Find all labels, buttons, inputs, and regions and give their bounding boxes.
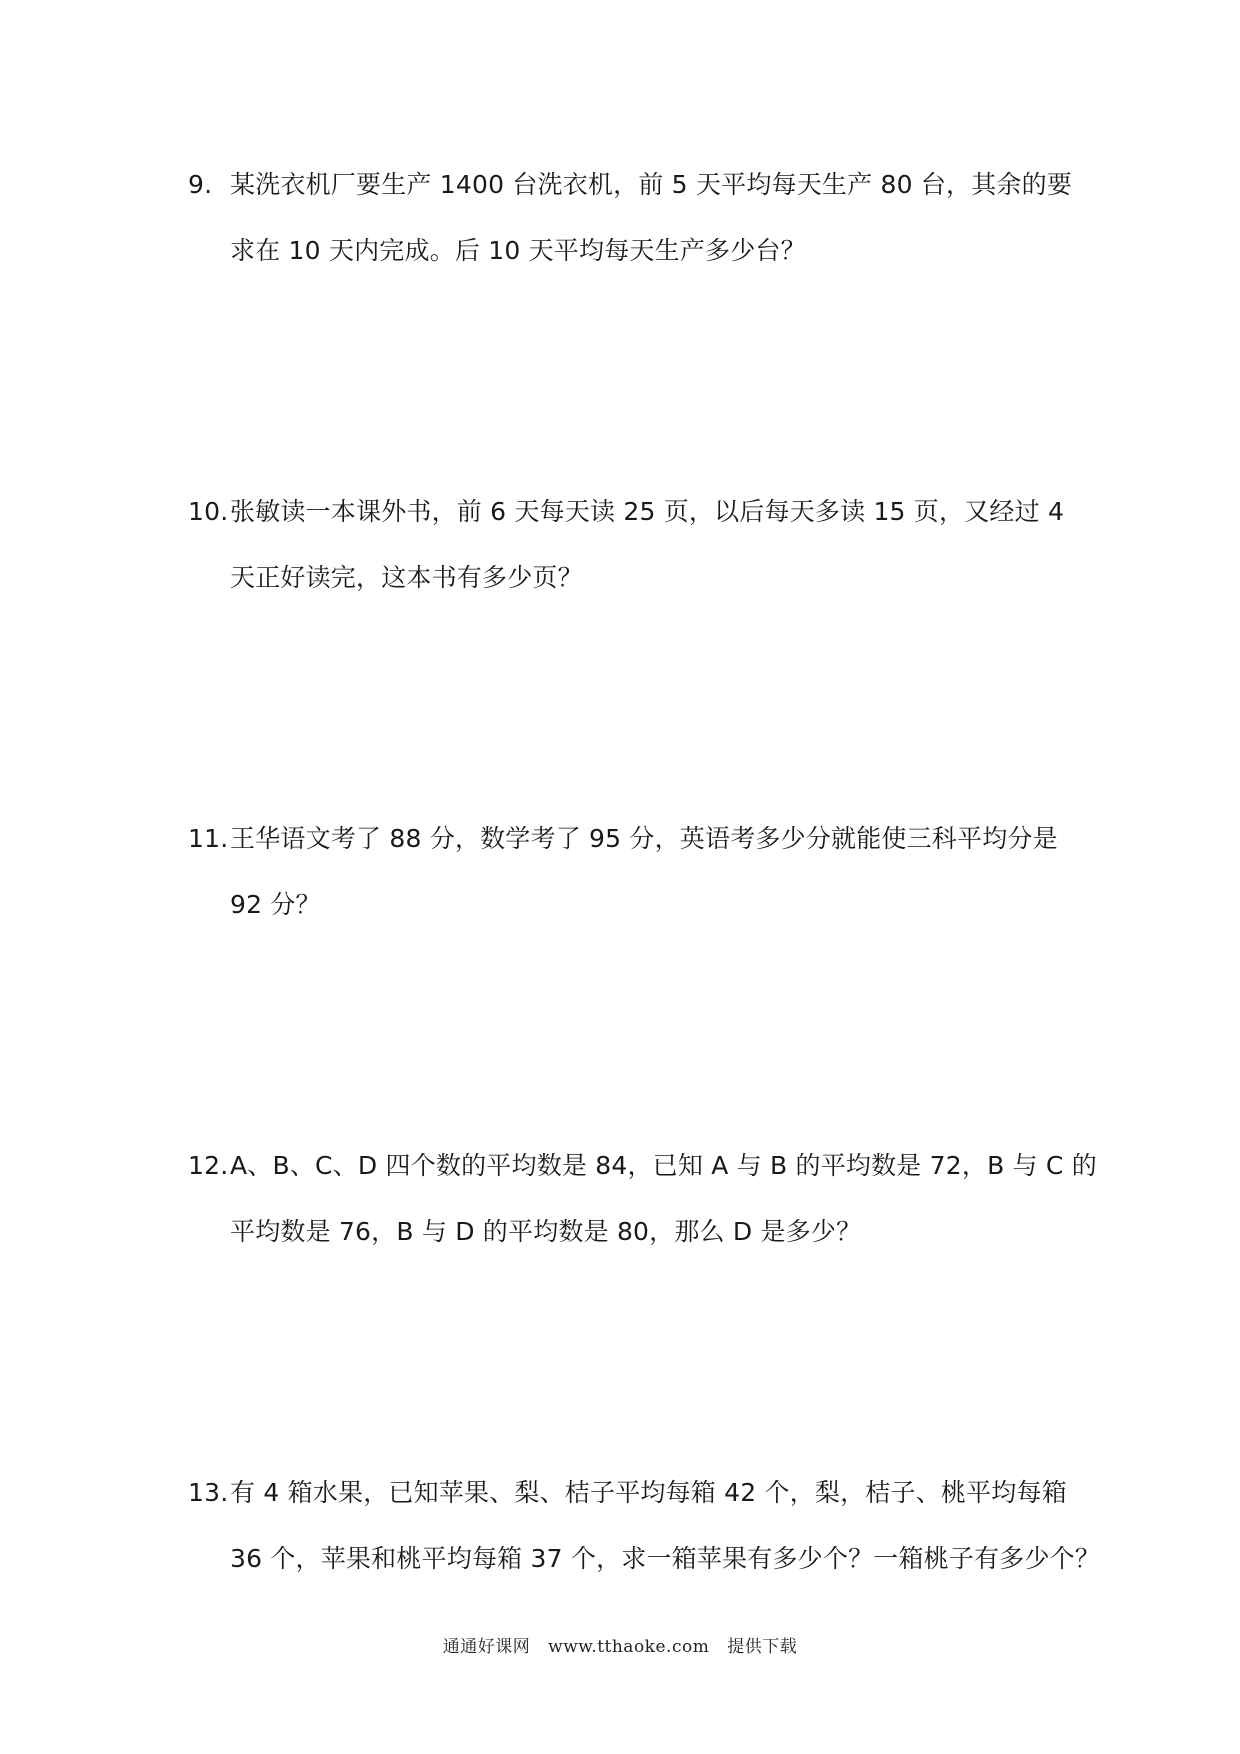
question-text: 有 4 箱水果，已知苹果、梨、桔子平均每箱 42 个，梨，桔子、桃平均每箱 [230,1478,1067,1507]
question-number: 12. [188,1151,229,1180]
question-text: 王华语文考了 88 分，数学考了 95 分，英语考多少分就能使三科平均分是 [230,824,1058,853]
question-continuation: 平均数是 76，B 与 D 的平均数是 80，那么 D 是多少？ [230,1217,862,1246]
question-continuation: 求在 10 天内完成。后 10 天平均每天生产多少台？ [230,236,806,265]
footer-site-name: 通通好课网 [442,1637,531,1657]
question-text: 某洗衣机厂要生产 1400 台洗衣机，前 5 天平均每天生产 80 台，其余的要 [230,170,1073,199]
question-number: 11. [188,824,229,853]
footer-suffix: 提供下载 [727,1637,798,1657]
question-number: 13. [188,1478,229,1507]
question-first-line [188,1460,1068,1526]
question-text: A、B、C、D 四个数的平均数是 84，已知 A 与 B 的平均数是 72，B 与 C 的 [230,1151,1097,1180]
question-first-line [188,479,1068,545]
question-12 [188,1133,1097,1265]
question-continuation: 36 个，苹果和桃平均每箱 37 个，求一箱苹果有多少个？一箱桃子有多少个？ [230,1544,1101,1573]
question-11 [188,806,1068,938]
footer-url: www.tthaoke.com [548,1637,710,1657]
question-continuation: 天正好读完，这本书有多少页？ [230,563,583,592]
question-text: 张敏读一本课外书，前 6 天每天读 25 页，以后每天多读 15 页，又经过 4 [230,497,1065,526]
question-first-line [188,152,1073,218]
question-9 [188,152,1073,284]
question-first-line [188,1133,1097,1199]
question-13 [188,1460,1101,1592]
question-number: 10. [188,497,229,526]
page-footer [0,1632,1240,1657]
question-number: 9. [188,170,213,199]
question-first-line [188,806,1068,872]
question-continuation: 92 分？ [230,890,321,919]
question-10 [188,479,1068,611]
